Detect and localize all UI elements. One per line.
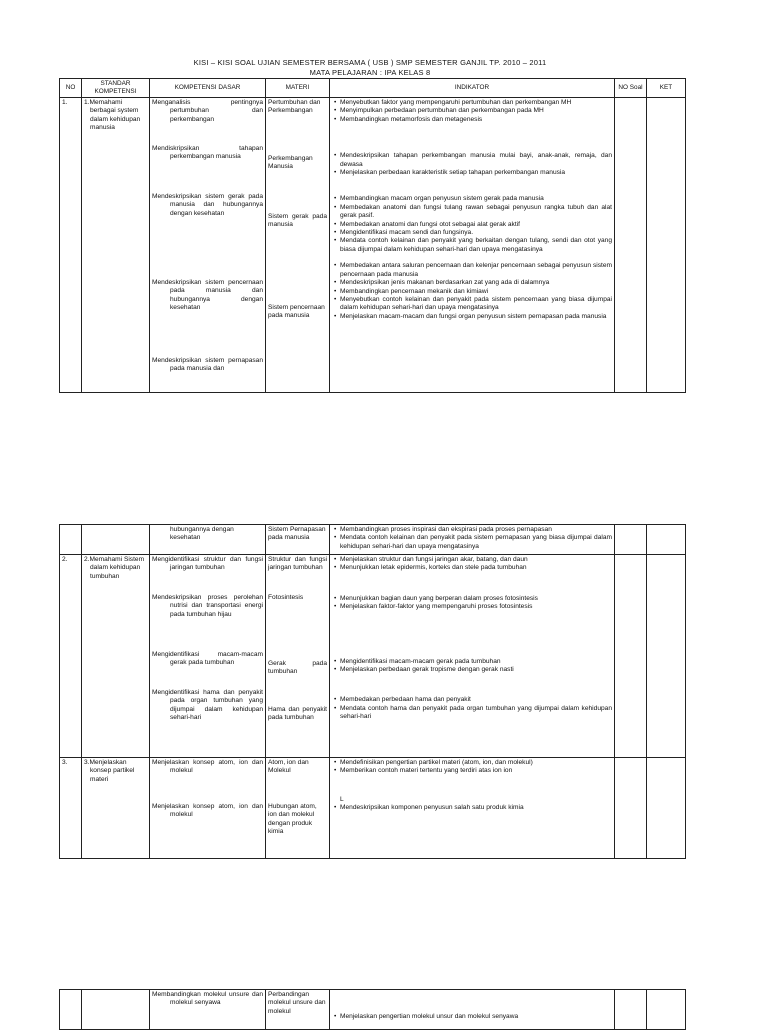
cell-indikator: [330, 555, 615, 758]
cell-materi: Perbandingan molekul unsure dan molekul: [266, 990, 330, 1030]
table-header-row: [60, 79, 686, 98]
sk-text: 2.Memahami Sistem dalam kehidupan tumbuhan: [84, 556, 145, 580]
table-row: [60, 758, 686, 859]
materi-item: Sistem pencernaan pada manusia: [268, 304, 325, 320]
materi-item: Hubungan atom, ion dan molekul dengan produk kimia: [268, 803, 317, 836]
kd-item: Mendeskripsikan sistem pencernaan pada manusia dan hubungannya dengan kesehatan: [152, 279, 263, 312]
header-no: NO: [60, 79, 82, 98]
materi-item: Pertumbuhan dan Perkembangan: [268, 99, 321, 115]
indikator-item: • Mendeskripsikan komponen penyusun salah satu produk kimia: [332, 804, 612, 812]
kd-item: Mendiskripsikan tahapan perkembangan manusia: [152, 145, 263, 161]
indikator-item: • Membandingkan pencernaan mekanik dan kimiawi: [332, 288, 612, 296]
title-line-2: MATA PELAJARAN : IPA KELAS 8: [309, 68, 431, 77]
cell-ket: [647, 555, 686, 758]
kd-item: Mendeskripsikan sistem gerak pada manusia dan hubungannya dengan kesehatan: [152, 193, 263, 217]
kd-item: Mengidentifikasi struktur dan fungsi jaringan tumbuhan: [152, 556, 263, 572]
indikator-item: • Menjelaskan perbedaan gerak tropisme dengan gerak nasti: [332, 666, 612, 674]
indikator-item: • Mendata contoh kelainan dan penyakit pada sistem pernapasan yang biasa dijumpai dalam kehidupan sehari-hari dan upaya mengatasinya: [332, 534, 612, 551]
materi-item: Fotosintesis: [268, 594, 304, 601]
header-no-soal: NO Soal: [615, 79, 647, 98]
indikator-item: • Membedakan anatomi dan fungsi tulang rawan sebagai penyusun rangka tubuh dan alat gerak pasif.: [332, 204, 612, 221]
cell-indikator: [330, 758, 615, 859]
cell-standar-kompetensi: [82, 525, 150, 555]
kd-item: Membandingkan molekul unsure dan molekul senyawa: [152, 991, 263, 1007]
indikator-item: • Membandingkan macam organ penyusun sistem gerak pada manusia: [332, 195, 612, 203]
indikator-item: • Mendata contoh hama dan penyakit pada organ tumbuhan yang dijumpai dalam kehidupan sehari-hari: [332, 705, 612, 722]
materi-item: Hama dan penyakit pada tumbuhan: [268, 706, 327, 722]
document-title: [60, 58, 680, 78]
cell-no: 1.: [60, 98, 82, 393]
header-standar-kompetensi: STANDAR KOMPETENSI: [82, 79, 150, 98]
indikator-item: • Membedakan antara saluran pencernaan dan kelenjar pencernaan sebagai penyusun sistem pencernaan pada manusia: [332, 262, 612, 279]
sk-text: 1.Memahami berbagai system dalam kehidupan manusia: [84, 99, 141, 132]
header-kompetensi-dasar: KOMPETENSI DASAR: [150, 79, 266, 98]
cell-materi: [266, 758, 330, 859]
cell-ket: [647, 525, 686, 555]
indikator-item: • Menyimpulkan perbedaan pertumbuhan dan perkembangan pada MH: [332, 107, 612, 115]
cell-materi: Sistem Pernapasan pada manusia: [266, 525, 330, 555]
materi-item: Struktur dan fungsi jaringan tumbuhan: [268, 556, 327, 572]
kd-item: Menjelaskan konsep atom, ion dan molekul: [152, 803, 263, 819]
kd-item: Mengidentifikasi macam-macam gerak pada tumbuhan: [152, 651, 263, 667]
cell-no: [60, 525, 82, 555]
kd-item: Mengidentifikasi hama dan penyakit pada organ tumbuhan yang dijumpai dalam kehidupan sehari-hari: [152, 689, 263, 722]
indikator-item: • Menjelaskan faktor-faktor yang mempengaruhi proses fotosintesis: [332, 603, 612, 611]
kd-item: Menganalisis pentingnya pertumbuhan dan perkembangan: [152, 99, 263, 123]
materi-item: Atom, ion dan Molekul: [268, 759, 309, 775]
materi-item: Gerak pada tumbuhan: [268, 660, 327, 676]
indikator-item: • Menunjukkan letak epidermis, korteks dan stele pada tumbuhan: [332, 564, 612, 572]
indikator-item: • Mendeskripsikan tahapan perkembangan manusia mulai bayi, anak-anak, remaja, dan dewasa: [332, 152, 612, 169]
indikator-item: • Membedakan anatomi dan fungsi otot sebagai alat gerak aktif: [332, 221, 612, 229]
indikator-item: • Menyebutkan contoh kelainan dan penyakit pada sistem pencernaan yang biasa dijumpai dalam kehidupan sehari-hari dan upaya mengatasinya: [332, 296, 612, 313]
indikator-item: • Membandingkan metamorfosis dan metagenesis: [332, 116, 612, 124]
title-line-1: KISI – KISI SOAL UJIAN SEMESTER BERSAMA ( USB ) SMP SEMESTER GANJIL TP. 2010 – 2011: [193, 58, 547, 67]
indikator-item: • Menjelaskan macam-macam dan fungsi organ penyusun sistem pernapasan pada manusia: [332, 313, 612, 321]
indikator-item: • Menjelaskan perbedaan karakteristik setiap tahapan perkembangan manusia: [332, 169, 612, 177]
kisi-kisi-table-page-2: [59, 524, 686, 859]
cell-standar-kompetensi: [82, 758, 150, 859]
kisi-kisi-table-page-1: [59, 78, 686, 393]
cell-no-soal: [615, 555, 647, 758]
cell-materi: [266, 555, 330, 758]
cell-no: 2.: [60, 555, 82, 758]
indikator-item: • Memberikan contoh materi tertentu yang terdiri atas ion ion: [332, 767, 612, 775]
indikator-item: • Mengidentifikasi macam sendi dan fungsinya.: [332, 229, 612, 237]
table-row: [60, 98, 686, 393]
materi-item: Perkembangan Manusia: [268, 155, 313, 171]
indikator-item: • Menyebutkan faktor yang mempengaruhi pertumbuhan dan perkembangan MH: [332, 99, 612, 107]
indikator-item: • Menunjukkan bagian daun yang berperan dalam proses fotosintesis: [332, 595, 612, 603]
cell-materi: [266, 98, 330, 393]
indikator-item: • Menjelaskan pengertian molekul unsur dan molekul senyawa: [332, 1013, 612, 1021]
cell-kompetensi-dasar: [150, 555, 266, 758]
kd-item: hubungannya dengan kesehatan: [170, 526, 234, 542]
cell-no-soal: [615, 758, 647, 859]
cell-indikator: [330, 98, 615, 393]
indikator-item: L: [340, 795, 344, 803]
table-row: [60, 525, 686, 555]
indikator-item: • Mengidentifikasi macam-macam gerak pada tumbuhan: [332, 658, 612, 666]
indikator-item: • Membandingkan proses inspirasi dan ekspirasi pada proses pernapasan: [332, 526, 612, 534]
cell-ket: [647, 98, 686, 393]
cell-no-soal: [615, 98, 647, 393]
cell-standar-kompetensi: [82, 98, 150, 393]
header-indikator: INDIKATOR: [330, 79, 615, 98]
indikator-item: • Membedakan perbedaan hama dan penyakit: [332, 696, 612, 704]
cell-indikator: [330, 525, 615, 555]
indikator-item: • Mendata contoh kelainan dan penyakit yang berkaitan dengan tulang, sendi dan otot yang biasa dijumpai dalam kehidupan sehari-hari dan upaya mengatasinya: [332, 237, 612, 254]
sk-text: 3.Menjelaskan konsep partikel materi: [84, 759, 135, 783]
kd-item: Mendeskripsikan proses perolehan nutrisi dan transportasi energi pada tumbuhan hijau: [152, 594, 263, 618]
cell-standar-kompetensi: [82, 555, 150, 758]
cell-no: 3.: [60, 758, 82, 859]
indikator-item: • Menjelaskan struktur dan fungsi jaringan akar, batang, dan daun: [332, 556, 612, 564]
header-materi: MATERI: [266, 79, 330, 98]
cell-no-soal: [615, 525, 647, 555]
indikator-item: • Mendefinisikan pengertian partikel materi (atom, ion, dan molekul): [332, 759, 612, 767]
kd-item: Mendeskripsikan sistem pernapasan pada manusia dan: [152, 357, 263, 373]
cell-kompetensi-dasar: [150, 525, 266, 555]
cell-kompetensi-dasar: [150, 758, 266, 859]
indikator-item: • Mendeskripsikan jenis makanan berdasarkan zat yang ada di dalamnya: [332, 279, 612, 287]
table-row: [60, 555, 686, 758]
cell-ket: [647, 758, 686, 859]
cell-kompetensi-dasar: [150, 98, 266, 393]
header-ket: KET: [647, 79, 686, 98]
kd-item: Menjelaskan konsep atom, ion dan molekul: [152, 759, 263, 775]
materi-item: Sistem gerak pada manusia: [268, 213, 327, 229]
